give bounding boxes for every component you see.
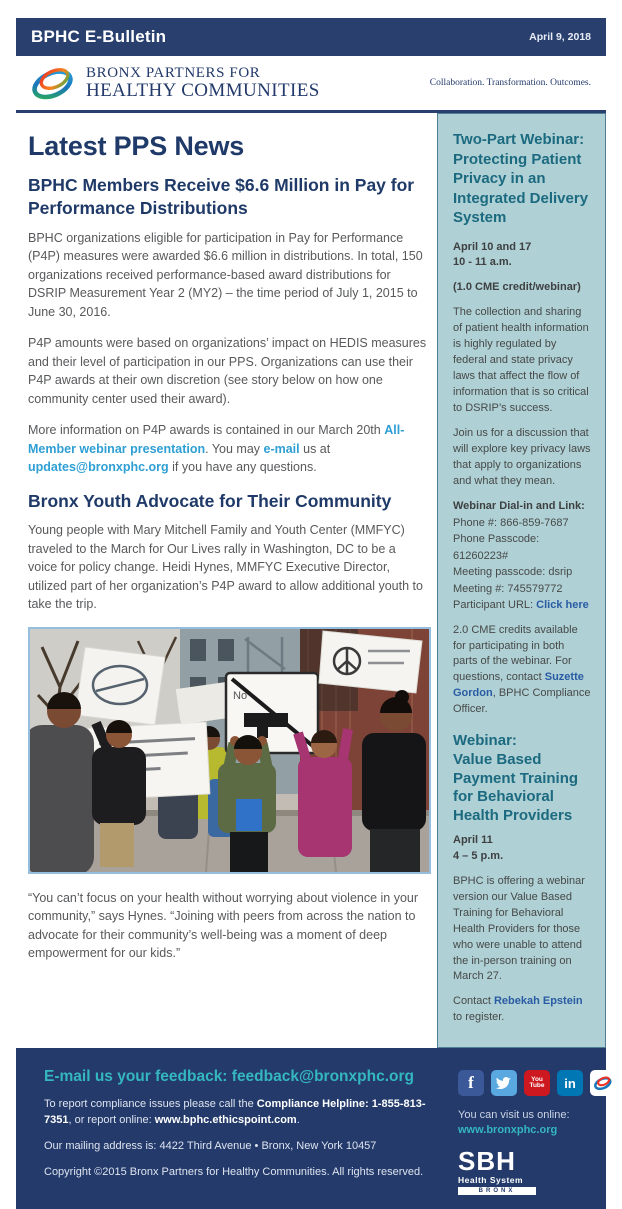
mailing-address: Our mailing address is: 4422 Third Avenue • Bronx, New York 10457 [44, 1140, 377, 1153]
text-segment: , or report online: [68, 1114, 155, 1127]
email-container [16, 18, 606, 1209]
svg-text:No: No [233, 689, 248, 702]
bphc-rings-icon[interactable] [590, 1070, 616, 1096]
webinar2-date: April 11 [453, 833, 493, 846]
webinar2-time: 4 – 5 p.m. [453, 849, 504, 862]
rebekah-epstein-link[interactable]: Rebekah Epstein [493, 995, 583, 1008]
footer-left [44, 1068, 436, 1195]
text-segment: . [296, 1114, 300, 1127]
suzette-gordon-link[interactable]: Suzette Gordon [453, 671, 584, 700]
facebook-icon[interactable] [458, 1070, 484, 1096]
text-segment: Compliance Helpline: 1-855-813-7351 [44, 1098, 426, 1127]
brand-name [86, 65, 320, 102]
webinar1-paragraph-2: Join us for a discussion that will explore key privacy laws that apply to organizations and what they mean. [453, 426, 591, 487]
article1-paragraph-1: BPHC organizations eligible for participation in Pay for Performance (P4P) measures were awarded $6.6 million in distributions. In total, 150 organizations received performance-based award distributions for DSRIP Measurement Year 2 (MY2) – the time period of July 1, 2015 to June 30, 2016. [28, 230, 423, 319]
brand-line2: HEALTHY COMMUNITIES [86, 79, 320, 101]
webinar2-title [453, 732, 591, 826]
dialin-phone: Phone #: 866-859-7687 [453, 516, 569, 529]
dialin-meeting-passcode: Meeting passcode: dsrip [453, 566, 573, 579]
bphc-rings-glyph [593, 1074, 613, 1092]
copyright-line: Copyright ©2015 Bronx Partners for Healthy Communities. All rights reserved. [44, 1166, 424, 1179]
compliance-line [44, 1097, 436, 1129]
sbh-logo-bronx: BRONX [458, 1187, 536, 1195]
participant-url-link[interactable]: Click here [536, 599, 589, 612]
text-segment: More information on P4P awards is contained in our March 20th [28, 423, 385, 437]
march-photo-illustration [30, 629, 429, 872]
footer [16, 1048, 606, 1209]
social-row [458, 1070, 616, 1096]
sbh-logo-name: SBH [458, 1145, 516, 1176]
email-link[interactable]: e-mail [263, 441, 300, 456]
webinar2-title-line1: Webinar: [453, 732, 517, 750]
text-segment: , BPHC Compliance Officer. [453, 687, 591, 716]
sbh-logo-subtitle: Health System [458, 1174, 524, 1185]
text-segment: Participant URL: [453, 599, 537, 612]
webinar2-contact [453, 994, 591, 1026]
youtube-icon[interactable] [524, 1070, 550, 1096]
webinar2-paragraph-1: BPHC is offering a webinar version our Value Based Training for Behavioral Health Providers for those who were unable to attend the in-person training on March 27. [453, 874, 585, 983]
visit-online-label: You can visit us online: [458, 1109, 570, 1122]
march-photo [28, 627, 431, 874]
brand-line1: BRONX PARTNERS FOR [86, 64, 261, 81]
all-member-webinar-link[interactable]: All-Member webinar presentation [28, 423, 405, 456]
main-column [16, 113, 437, 1048]
bphc-rings-logo-icon [29, 62, 77, 104]
header-bar [16, 18, 606, 56]
article1-heading: BPHC Members Receive $6.6 Million in Pay for Performance Distributions [28, 175, 415, 218]
content-area [16, 113, 606, 1048]
section-title: Latest PPS News [28, 131, 245, 161]
text-segment: if you have any questions. [168, 460, 317, 474]
article1-paragraph-2: P4P amounts were based on organizations’ impact on HEDIS measures and their level of participation in our PPS. Organizations can use their P4P awards at their own discretion (see story below on how one community center used their award). [28, 336, 427, 406]
feedback-email-link[interactable]: E-mail us your feedback: feedback@bronxphc.org [44, 1068, 414, 1086]
facebook-glyph: f [468, 1073, 474, 1093]
dialin-phone-passcode: Phone Passcode: 61260223# [453, 533, 540, 562]
text-segment: us at [299, 441, 331, 456]
sbh-logo [458, 1145, 616, 1195]
webinar1-credit: (1.0 CME credit/webinar) [453, 281, 581, 294]
brand-tagline: Collaboration. Transformation. Outcomes. [429, 78, 591, 88]
webinar1-title: Two-Part Webinar: Protecting Patient Privacy in an Integrated Delivery System [453, 131, 589, 226]
text-segment: 2.0 CME credits available for participating in both parts of the webinar. For questions, contact [453, 623, 578, 684]
webinar1-paragraph-1: The collection and sharing of patient health information is highly regulated by federal and state privacy laws that affect the flow of information that is so critical to DSRIP’s success. [453, 306, 589, 414]
webinar1-date: April 10 and 17 [453, 240, 532, 253]
footer-right [458, 1068, 616, 1195]
youtube-glyph-top: You [531, 1075, 543, 1083]
youtube-glyph-bottom: Tube [529, 1082, 545, 1090]
article2-heading: Bronx Youth Advocate for Their Community [28, 490, 392, 511]
sidebar [437, 113, 606, 1048]
webinar1-credits [453, 623, 591, 719]
bulletin-title: BPHC E-Bulletin [31, 27, 167, 46]
bronxphc-url-link[interactable]: www.bronxphc.org [458, 1123, 558, 1136]
article2-paragraph-1: Young people with Mary Mitchell Family and Youth Center (MMFYC) traveled to the March for Our Lives rally in Washington, DC to be a voice for policy change. Heidi Hynes, MMFYC Executive Director, utilized part of her organization’s P4P award to allow additional youth to take the trip. [28, 523, 423, 612]
dialin-label: Webinar Dial-in and Link: [453, 499, 585, 512]
feedback-heading [44, 1068, 436, 1086]
text-segment: To report compliance issues please call the [44, 1098, 257, 1111]
dialin-meeting-number: Meeting #: 745579772 [453, 582, 563, 595]
text-segment: . You may [205, 441, 264, 456]
text-segment: Contact [453, 995, 494, 1008]
linkedin-icon[interactable] [557, 1070, 583, 1096]
dialin-participant-url [453, 597, 591, 614]
text-segment: to register. [453, 1011, 505, 1024]
linkedin-glyph: in [564, 1075, 576, 1091]
twitter-icon[interactable] [491, 1070, 517, 1096]
webinar2-title-line2: Value Based Payment Training for Behavioral Health Providers [453, 750, 579, 825]
webinar1-time: 10 - 11 a.m. [453, 256, 512, 269]
twitter-bird-glyph [495, 1074, 513, 1092]
ethicspoint-link: www.bphc.ethicspoint.com [154, 1114, 297, 1127]
article1-paragraph-3 [28, 421, 427, 477]
brand-band [16, 56, 606, 113]
updates-email-link[interactable]: updates@bronxphc.org [28, 460, 169, 474]
article2-quote: “You can’t focus on your health without worrying about violence in your community,” says Hynes. “Joining with peers from across the nation to advocate for their community’s well-being was a moment of deep empowerment for our kids.” [28, 890, 419, 961]
bulletin-date: April 9, 2018 [529, 31, 591, 43]
